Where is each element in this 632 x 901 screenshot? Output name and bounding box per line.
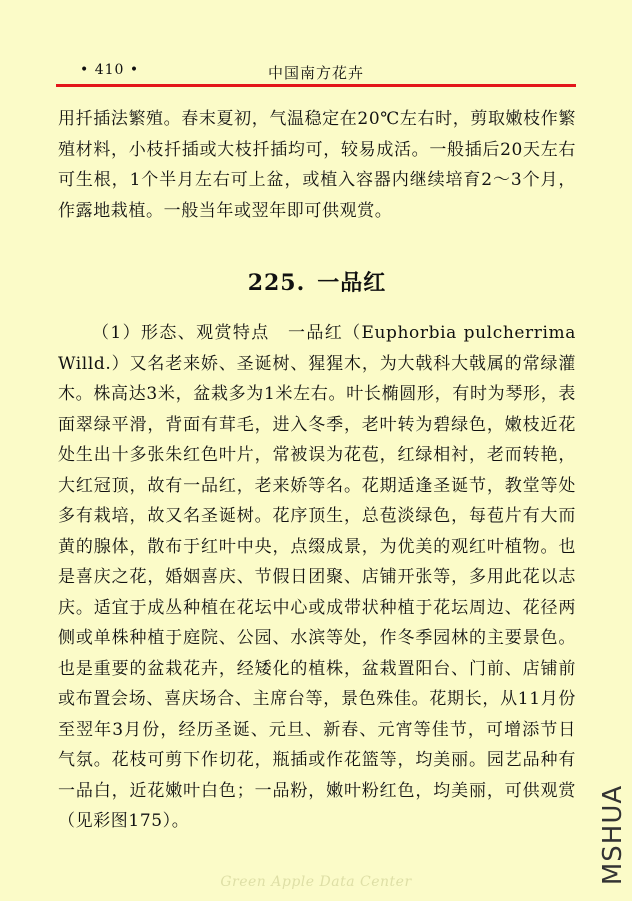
header-rule — [56, 84, 576, 87]
section-heading — [58, 266, 576, 297]
section-title: 一品红 — [317, 270, 387, 296]
paragraph-description: （1）形态、观赏特点 一品红（Euphorbia pulcherrima Willd.）又名老来娇、圣诞树、猩猩木，为大戟科大戟属的常绿灌木。株高达3米，盆栽多为1米左右。叶长椭圆形，有时为琴形，表面翠绿平滑，背面有茸毛，进入冬季，老叶转为碧绿色，嫩枝近花处生出十多张朱红色叶片，常被误为花苞，红绿相衬，老而转艳，大红冠顶，故有一品红，老来娇等名。花期适逢圣诞节，教堂等处多有栽培，故又名圣诞树。花序顶生，总苞淡绿色，每苞片有大而黄的腺体，散布于红叶中央，点缀成景，为优美的观红叶植物。也是喜庆之花，婚姻喜庆、节假日团聚、店铺开张等，多用此花以志庆。适宜于成丛种植在花坛中心或成带状种植于花坛周边、花径两侧或单株种植于庭院、公园、水滨等处，作冬季园林的主要景色。也是重要的盆栽花卉，经矮化的植株，盆栽置阳台、门前、店铺前或布置会场、喜庆场合、主席台等，景色殊佳。花期长，从11月份至翌年3月份，经历圣诞、元旦、新春、元宵等佳节，可增添节日气氛。花枝可剪下作切花，瓶插或作花篮等，均美丽。园艺品种有一品白，近花嫩叶白色；一品粉，嫩叶粉红色，均美丽，可供观赏（见彩图175）。 — [58, 323, 576, 831]
section-number: 225. — [247, 270, 306, 296]
watermark-bottom: Green Apple Data Center — [220, 874, 412, 890]
page-header — [56, 62, 576, 84]
watermark-side — [595, 785, 631, 885]
watermark-side-text: MSHUA — [598, 784, 628, 886]
paragraph-propagation: 用扦插法繁殖。春末夏初，气温稳定在20℃左右时，剪取嫩枝作繁殖材料，小枝扦插或大枝扦插均可，较易成活。一般插后20天左右可生根，1个半月左右可上盆，或植入容器内继续培育2～3个月，作露地栽植。一般当年或翌年即可供观赏。 — [58, 109, 576, 221]
page-number: • 410 • — [80, 62, 140, 78]
running-title: 中国南方花卉 — [267, 64, 364, 82]
